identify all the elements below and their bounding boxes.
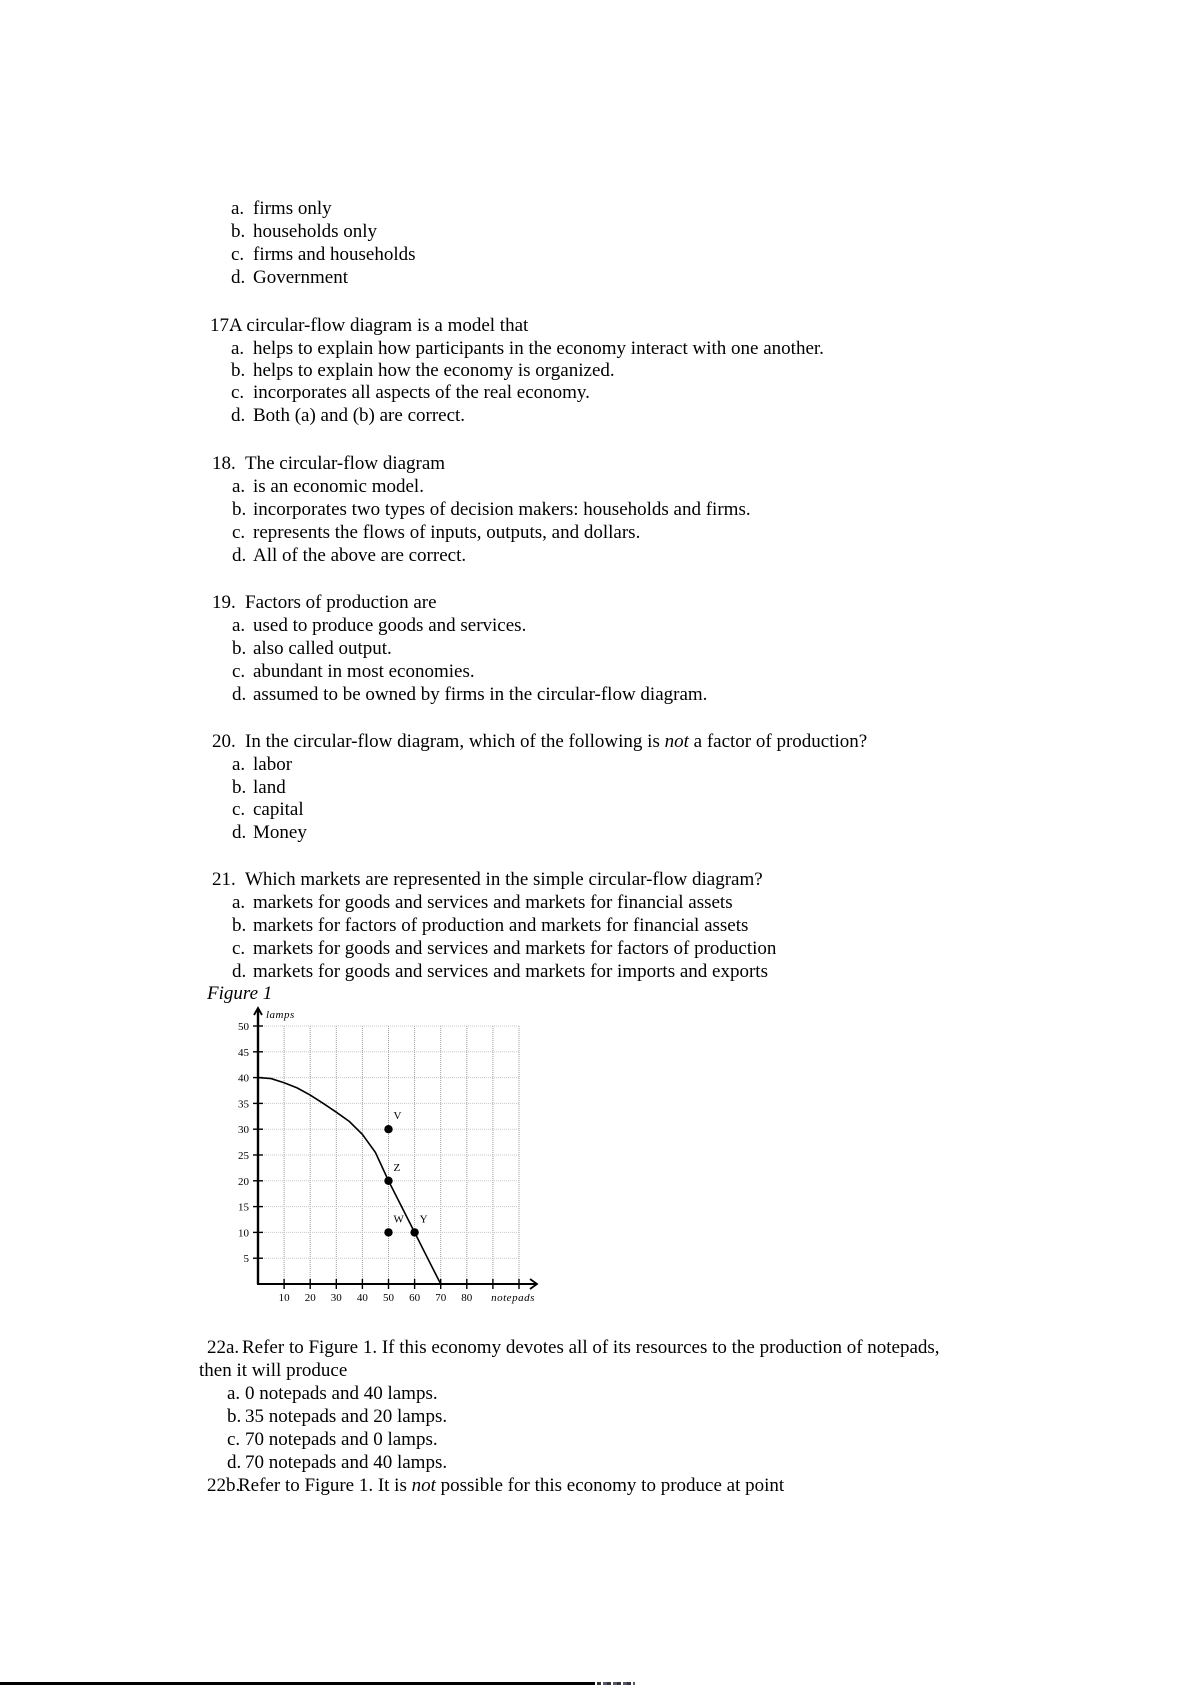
option-text: markets for goods and services and markets for factors of production [253, 938, 777, 959]
figure-label: Figure 1 [207, 983, 273, 1004]
option-letter: c. [227, 1429, 241, 1450]
option-letter: b. [232, 777, 247, 798]
point-y [410, 1228, 418, 1236]
x-tick-label: 10 [278, 1292, 290, 1304]
x-tick-label: 60 [409, 1292, 421, 1304]
option-text: helps to explain how participants in the economy interact with one another. [253, 338, 824, 359]
y-tick-label: 25 [238, 1150, 249, 1162]
option-letter: d. [232, 961, 247, 982]
option-letter: a. [232, 615, 246, 636]
option-text: land [253, 777, 286, 798]
option-text: represents the flows of inputs, outputs, and dollars. [253, 522, 641, 543]
option-letter: a. [232, 892, 246, 913]
option-letter: b. [227, 1406, 242, 1427]
y-tick-label: 5 [243, 1253, 249, 1266]
question-text: A circular-flow diagram is a model that [229, 315, 529, 336]
option-letter: d. [231, 267, 246, 288]
point-w [384, 1228, 392, 1236]
y-tick-label: 20 [238, 1175, 249, 1188]
option-letter: b. [232, 915, 247, 936]
x-axis-label: notepads [491, 1292, 535, 1304]
option-text: firms and households [253, 244, 416, 265]
y-tick-label: 50 [238, 1021, 249, 1033]
option-letter: a. [231, 338, 245, 359]
option-text: assumed to be owned by firms in the circular-flow diagram. [253, 684, 708, 705]
option-letter: b. [231, 221, 246, 242]
question-number: 19. [212, 592, 236, 613]
chart-grid [258, 1026, 519, 1284]
option-letter: c. [231, 382, 245, 403]
option-letter: c. [231, 244, 245, 265]
option-letter: a. [227, 1383, 241, 1404]
question-text: Refer to Figure 1. If this economy devotes all of its resources to the production of notepads, [242, 1337, 940, 1358]
question-text-continued: then it will produce [199, 1360, 348, 1381]
option-letter: a. [232, 754, 246, 775]
option-letter: d. [232, 822, 247, 843]
emphasis-text: not [411, 1475, 436, 1496]
option-text: Money [253, 822, 307, 843]
y-tick-label: 40 [238, 1072, 249, 1085]
chart-axes [254, 1008, 537, 1289]
option-letter: a. [231, 198, 245, 219]
question-number: 22b. [207, 1475, 241, 1496]
y-axis-label: lamps [266, 1009, 295, 1021]
question-number: 18. [212, 453, 236, 474]
point-label-w: W [393, 1213, 404, 1226]
option-text: helps to explain how the economy is organized. [253, 360, 615, 381]
question-text-part: possible for this economy to produce at point [435, 1475, 785, 1496]
option-text: 70 notepads and 40 lamps. [245, 1452, 448, 1473]
point-label-v: V [393, 1110, 402, 1123]
option-text: 35 notepads and 20 lamps. [245, 1406, 448, 1427]
option-text: also called output. [253, 638, 392, 659]
question-number: 17. [210, 315, 234, 336]
option-letter: d. [231, 405, 246, 426]
question-number: 21. [212, 869, 236, 890]
option-letter: c. [232, 938, 246, 959]
option-text: capital [253, 799, 304, 820]
option-text: Government [253, 267, 348, 288]
x-tick-label: 80 [461, 1292, 473, 1304]
option-text: 70 notepads and 0 lamps. [245, 1429, 438, 1450]
question-text: The circular-flow diagram [245, 453, 446, 474]
question-text-part: a factor of production? [688, 731, 868, 752]
question-text: Which markets are represented in the simple circular-flow diagram? [245, 869, 763, 890]
question-number: 22a. [207, 1337, 240, 1358]
option-letter: d. [232, 545, 247, 566]
option-letter: c. [232, 522, 246, 543]
option-text: incorporates all aspects of the real economy. [253, 382, 590, 403]
chart-points [384, 1110, 427, 1236]
question-text-part: Refer to Figure 1. It is [238, 1475, 412, 1496]
point-label-y: Y [419, 1213, 428, 1226]
option-text: used to produce goods and services. [253, 615, 527, 636]
option-text: labor [253, 754, 293, 775]
point-v [384, 1125, 392, 1133]
point-label-z: Z [393, 1161, 401, 1174]
option-text: firms only [253, 198, 332, 219]
option-letter: b. [232, 638, 247, 659]
x-tick-label: 70 [435, 1292, 447, 1304]
option-letter: d. [227, 1452, 242, 1473]
question-number: 20. [212, 731, 236, 752]
y-tick-label: 15 [238, 1201, 249, 1214]
option-text: abundant in most economies. [253, 661, 475, 682]
ppf-curve [258, 1078, 441, 1284]
y-tick-label: 45 [238, 1046, 249, 1059]
chart-ticks [238, 1021, 519, 1304]
x-tick-label: 40 [356, 1292, 368, 1304]
option-text: All of the above are correct. [253, 545, 467, 566]
question-text-part: In the circular-flow diagram, which of the following is [245, 731, 665, 752]
option-letter: b. [231, 360, 246, 381]
y-tick-label: 30 [238, 1124, 249, 1137]
question-text [238, 1474, 784, 1497]
x-tick-label: 30 [330, 1292, 342, 1304]
y-tick-label: 35 [238, 1098, 249, 1111]
emphasis-text: not [664, 731, 689, 752]
option-letter: d. [232, 684, 247, 705]
option-text: households only [253, 221, 378, 242]
point-z [384, 1177, 392, 1185]
option-letter: c. [232, 799, 246, 820]
x-tick-label: 20 [304, 1292, 316, 1304]
option-text: markets for goods and services and markets for financial assets [253, 892, 733, 913]
question-text: Factors of production are [245, 592, 437, 613]
option-text: is an economic model. [253, 476, 424, 497]
option-text: 0 notepads and 40 lamps. [245, 1383, 438, 1404]
y-tick-label: 10 [238, 1227, 249, 1240]
option-text: markets for goods and services and markets for imports and exports [253, 961, 768, 982]
option-letter: c. [232, 661, 246, 682]
option-letter: a. [232, 476, 246, 497]
option-text: markets for factors of production and markets for financial assets [253, 915, 749, 936]
option-letter: b. [232, 499, 247, 520]
option-text: Both (a) and (b) are correct. [253, 405, 466, 426]
x-tick-label: 50 [383, 1292, 394, 1304]
option-text: incorporates two types of decision makers: households and firms. [253, 499, 751, 520]
